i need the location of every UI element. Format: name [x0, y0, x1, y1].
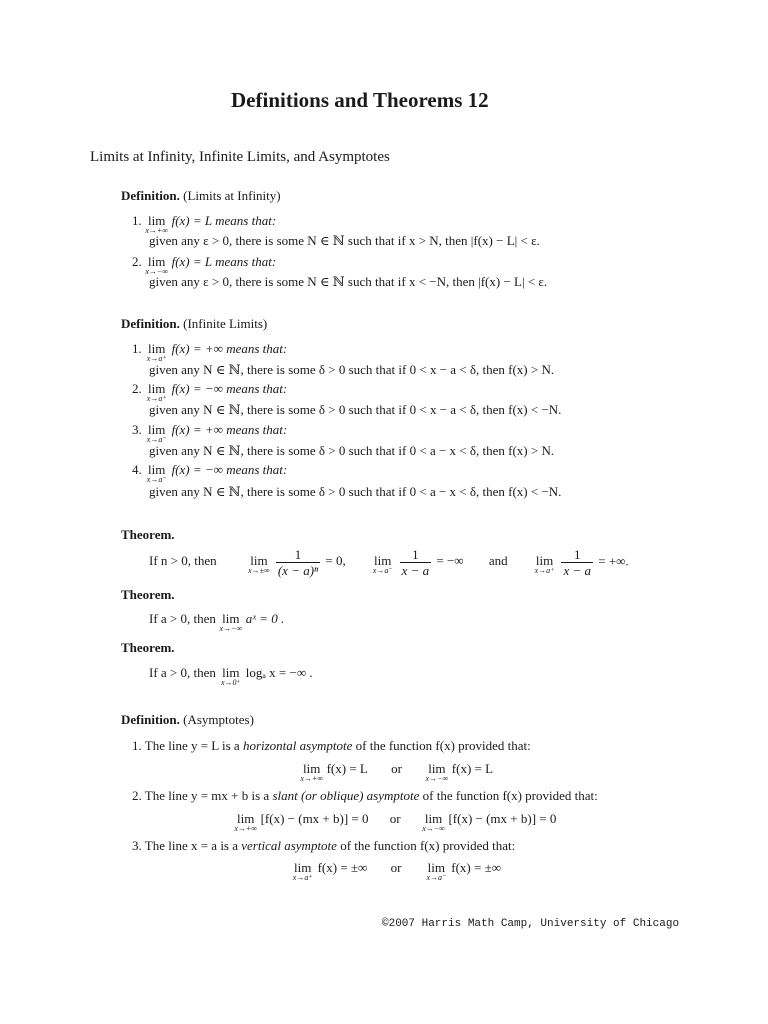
- theorem-lead: If n > 0, then: [149, 553, 217, 569]
- limit-operator: lim x→+∞: [300, 761, 323, 783]
- item-number: 1.: [132, 341, 142, 356]
- asymptote-term: vertical asymptote: [241, 838, 337, 853]
- def1-item-1: [132, 213, 277, 235]
- statement: f(x) = −∞ means that:: [171, 381, 288, 396]
- def2-item-4: [132, 462, 288, 484]
- fraction: $\frac{1}{\text{(x − a)ⁿ}}$: [277, 547, 319, 578]
- statement: f(x) = +∞ means that:: [171, 422, 288, 437]
- limit-operator: lim x→a⁻: [372, 553, 393, 576]
- def2-item-1: [132, 341, 288, 363]
- item-number: 2.: [132, 381, 142, 396]
- theorem-lead: If a > 0, then: [149, 611, 216, 626]
- theorem-label: Theorem.: [121, 640, 175, 655]
- item-number: 3.: [132, 422, 142, 437]
- definition-infinite-limits-heading: [121, 316, 267, 332]
- item-text-pre: The line y = L is a: [144, 738, 240, 753]
- result: = +∞.: [598, 553, 629, 569]
- definition-name: (Infinite Limits): [183, 316, 268, 331]
- asymptote-1-condition: [300, 761, 494, 783]
- expression: f(x) = L: [326, 761, 368, 776]
- item-text-post: of the function f(x) provided that:: [355, 738, 531, 753]
- limit-operator: lim x→a⁺: [146, 341, 167, 363]
- asymptote-item-1: [132, 738, 531, 754]
- expression: [f(x) − (mx + b)] = 0: [448, 811, 557, 826]
- def2-item-3-detail: given any N ∈ ℕ, there is some δ > 0 such that if 0 < a − x < δ, then f(x) > N.: [149, 443, 555, 458]
- def1-item-2: [132, 254, 277, 276]
- definition-name: (Asymptotes): [183, 712, 254, 727]
- limit-operator: lim x→a⁻: [146, 422, 167, 444]
- limit-operator: lim x→+∞: [234, 811, 257, 833]
- def2-item-2-detail: given any N ∈ ℕ, there is some δ > 0 such that if 0 < x − a < δ, then f(x) < −N.: [149, 402, 562, 417]
- page-title: Definitions and Theorems 12: [231, 88, 489, 112]
- def2-item-1-detail: given any N ∈ ℕ, there is some δ > 0 such that if 0 < x − a < δ, then f(x) > N.: [149, 362, 555, 377]
- item-text-pre: The line x = a is a: [144, 838, 239, 853]
- theorem-lead: If a > 0, then: [149, 665, 216, 680]
- definition-asymptotes-heading: [121, 712, 254, 728]
- limit-operator: lim x→+∞: [145, 213, 168, 235]
- statement: f(x) = −∞ means that:: [171, 462, 288, 477]
- fraction: $\frac{1}{x - a}$: [563, 547, 591, 578]
- or-word: or: [390, 860, 402, 875]
- expression: [f(x) − (mx + b)] = 0: [260, 811, 369, 826]
- limit-operator: lim x→a⁺: [146, 381, 167, 403]
- theorem-label: Theorem.: [121, 587, 175, 602]
- definition-label: Definition.: [121, 712, 180, 727]
- theorem-label: Theorem.: [121, 527, 175, 542]
- or-word: or: [389, 811, 401, 826]
- limit-operator: lim x→a⁺: [292, 860, 313, 882]
- limit-operator: lim x→−∞: [145, 254, 168, 276]
- def2-item-2: [132, 381, 288, 403]
- theorem-1-statement: [149, 547, 629, 578]
- result: = −∞: [436, 553, 464, 569]
- item-number: 1.: [132, 213, 142, 228]
- def2-item-3: [132, 422, 288, 444]
- statement: f(x) = L means that:: [171, 254, 277, 269]
- item-number: 4.: [132, 462, 142, 477]
- expression: f(x) = L: [451, 761, 494, 776]
- result: = 0,: [325, 553, 346, 569]
- expression: f(x) = ±∞: [317, 860, 368, 875]
- def2-item-4-detail: given any N ∈ ℕ, there is some δ > 0 such that if 0 < a − x < δ, then f(x) < −N.: [149, 484, 562, 499]
- limit-operator: lim x→a⁻: [146, 462, 167, 484]
- item-number: 2.: [132, 254, 142, 269]
- asymptote-item-2: [132, 788, 598, 804]
- limit-operator: lim x→0⁺: [220, 665, 241, 687]
- limit-operator: lim x→a⁺: [534, 553, 555, 576]
- item-text-pre: The line y = mx + b is a: [144, 788, 270, 803]
- expression: f(x) = ±∞: [451, 860, 501, 875]
- definition-label: Definition.: [121, 316, 180, 331]
- copyright-footer: ©2007 Harris Math Camp, University of Chicago: [382, 918, 680, 930]
- limit-operator: lim x→a⁻: [426, 860, 447, 882]
- item-number: 3.: [132, 838, 142, 853]
- definition-label: Definition.: [121, 188, 180, 203]
- theorem-2-statement: [149, 611, 285, 633]
- asymptote-term: horizontal asymptote: [242, 738, 353, 753]
- statement: f(x) = L means that:: [171, 213, 277, 228]
- asymptote-term: slant (or oblique) asymptote: [272, 788, 420, 803]
- limit-operator: lim x→−∞: [422, 811, 445, 833]
- def1-item-2-detail: given any ε > 0, there is some N ∈ ℕ such that if x < −N, then |f(x) − L| < ε.: [149, 274, 548, 289]
- def1-item-1-detail: given any ε > 0, there is some N ∈ ℕ such that if x > N, then |f(x) − L| < ε.: [149, 233, 540, 248]
- conjunction: and: [488, 553, 508, 569]
- asymptote-2-condition: [234, 811, 557, 833]
- limit-operator: lim x→−∞: [219, 611, 243, 633]
- asymptote-item-3: [132, 838, 515, 854]
- theorem-3-statement: [149, 665, 313, 687]
- item-text-post: of the function f(x) provided that:: [340, 838, 516, 853]
- definition-limits-at-infinity-heading: [121, 188, 281, 204]
- asymptote-3-condition: [291, 860, 501, 882]
- or-word: or: [391, 761, 402, 776]
- expression: logₐ x = −∞ .: [245, 665, 313, 680]
- item-number: 2.: [132, 788, 142, 803]
- fraction: $\frac{1}{x - a}$: [401, 547, 430, 578]
- definition-name: (Limits at Infinity): [183, 188, 281, 203]
- section-heading: Limits at Infinity, Infinite Limits, and Asymptotes: [90, 149, 390, 165]
- limit-operator: lim x→−∞: [425, 761, 449, 783]
- statement: f(x) = +∞ means that:: [171, 341, 288, 356]
- limit-operator: lim x→±∞: [248, 553, 270, 576]
- item-number: 1.: [132, 738, 142, 753]
- expression: aˣ = 0 .: [245, 611, 285, 626]
- item-text-post: of the function f(x) provided that:: [422, 788, 598, 803]
